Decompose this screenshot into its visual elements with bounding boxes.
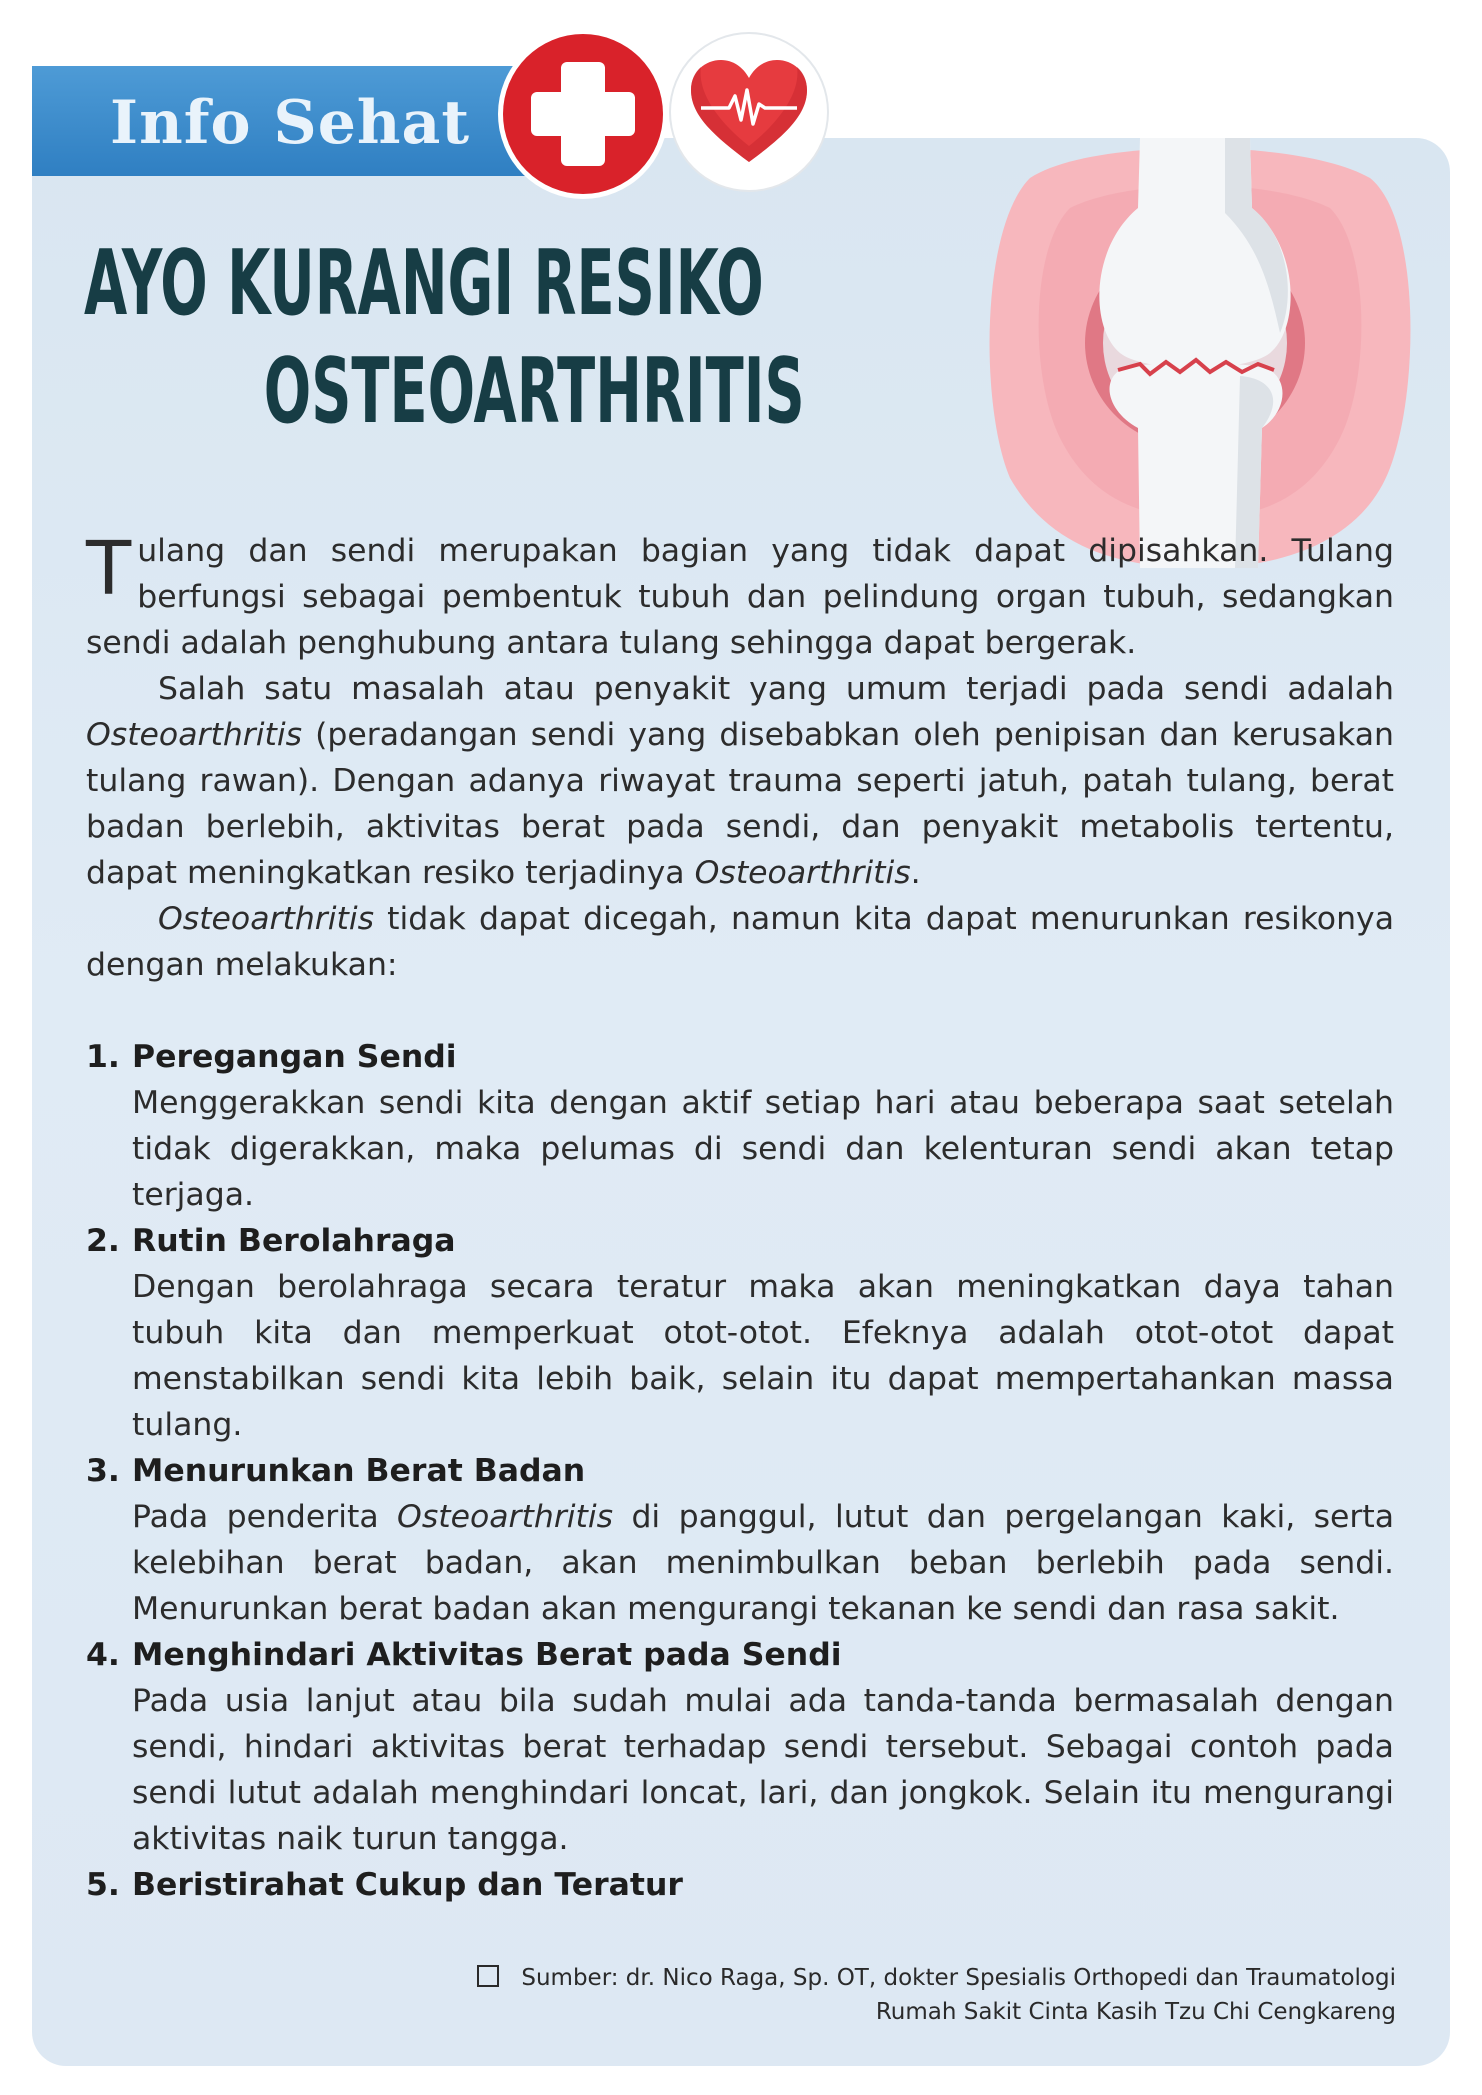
page-title <box>84 230 805 446</box>
drop-cap: T <box>86 526 132 612</box>
list-item-desc: Dengan berolahraga secara teratur maka akan meningkatkan daya tahan tubuh kita dan memperkuat otot-otot. Efeknya adalah otot-otot dapat menstabilkan sendi kita lebih baik, selain itu dapat mempertahankan massa tulang. <box>132 1269 1394 1443</box>
list-item <box>86 1034 1394 1218</box>
intro-paragraph-1: Tulang dan sendi merupakan bagian yang tidak dapat dipisahkan. Tulang berfungsi sebagai pembentuk tubuh dan pelindung organ tubuh, sedangkan sendi adalah penghubung antara tulang sehingga dapat bergerak. <box>86 526 1394 661</box>
title-line-2: OSTEOARTHRITIS <box>263 339 805 444</box>
header-tag: Info Sehat <box>110 88 471 158</box>
source-credit <box>396 1961 1396 2029</box>
medical-cross-icon <box>503 34 663 194</box>
tips-list <box>86 1034 1394 1908</box>
list-item-title: 3. Menurunkan Berat Badan <box>86 1453 586 1489</box>
intro-paragraph-3: Osteoarthritis tidak dapat dicegah, namun kita dapat menurunkan resikonya dengan melakukan: <box>86 901 1394 983</box>
checkbox-icon <box>477 1965 499 1987</box>
list-item-title: 5. Beristirahat Cukup dan Teratur <box>86 1867 683 1903</box>
list-item <box>86 1448 1394 1632</box>
list-item <box>86 1218 1394 1448</box>
list-item-desc: Pada usia lanjut atau bila sudah mulai ada tanda-tanda bermasalah dengan sendi, hindari aktivitas berat terhadap sendi tersebut. Sebagai contoh pada sendi lutut adalah menghindari loncat, lari, dan jongkok. Selain itu mengurangi aktivitas naik turun tangga. <box>132 1683 1394 1857</box>
heart-pulse-icon <box>671 34 827 190</box>
source-line-2: Rumah Sakit Cinta Kasih Tzu Chi Cengkareng <box>875 1999 1396 2025</box>
source-line-1: Sumber: dr. Nico Raga, Sp. OT, dokter Spesialis Orthopedi dan Traumatologi <box>396 1961 1396 1995</box>
list-item-title: 2. Rutin Berolahraga <box>86 1223 456 1259</box>
list-item-title: 4. Menghindari Aktivitas Berat pada Sendi <box>86 1637 842 1673</box>
title-line-1: AYO KURANGI RESIKO <box>84 231 764 336</box>
article-body <box>86 528 1394 1908</box>
list-item <box>86 1862 1394 1908</box>
list-item-desc: Pada penderita Osteoarthritis di panggul, lutut dan pergelangan kaki, serta kelebihan berat badan, akan menimbulkan beban berlebih pada sendi. Menurunkan berat badan akan mengurangi tekanan ke sendi dan rasa sakit. <box>132 1499 1394 1627</box>
list-item-desc: Menggerakkan sendi kita dengan aktif setiap hari atau beberapa saat setelah tidak digerakkan, maka pelumas di sendi dan kelenturan sendi akan tetap terjaga. <box>132 1085 1394 1213</box>
intro-paragraph-2: Salah satu masalah atau penyakit yang umum terjadi pada sendi adalah Osteoarthritis (peradangan sendi yang disebabkan oleh penipisan dan kerusakan tulang rawan). Dengan adanya riwayat trauma seperti jatuh, patah tulang, berat badan berlebih, aktivitas berat pada sendi, dan penyakit metabolis tertentu, dapat meningkatkan resiko terjadinya Osteoarthritis. <box>86 671 1394 891</box>
list-item <box>86 1632 1394 1862</box>
knee-joint-illustration <box>970 138 1430 568</box>
list-item-title: 1. Peregangan Sendi <box>86 1039 457 1075</box>
